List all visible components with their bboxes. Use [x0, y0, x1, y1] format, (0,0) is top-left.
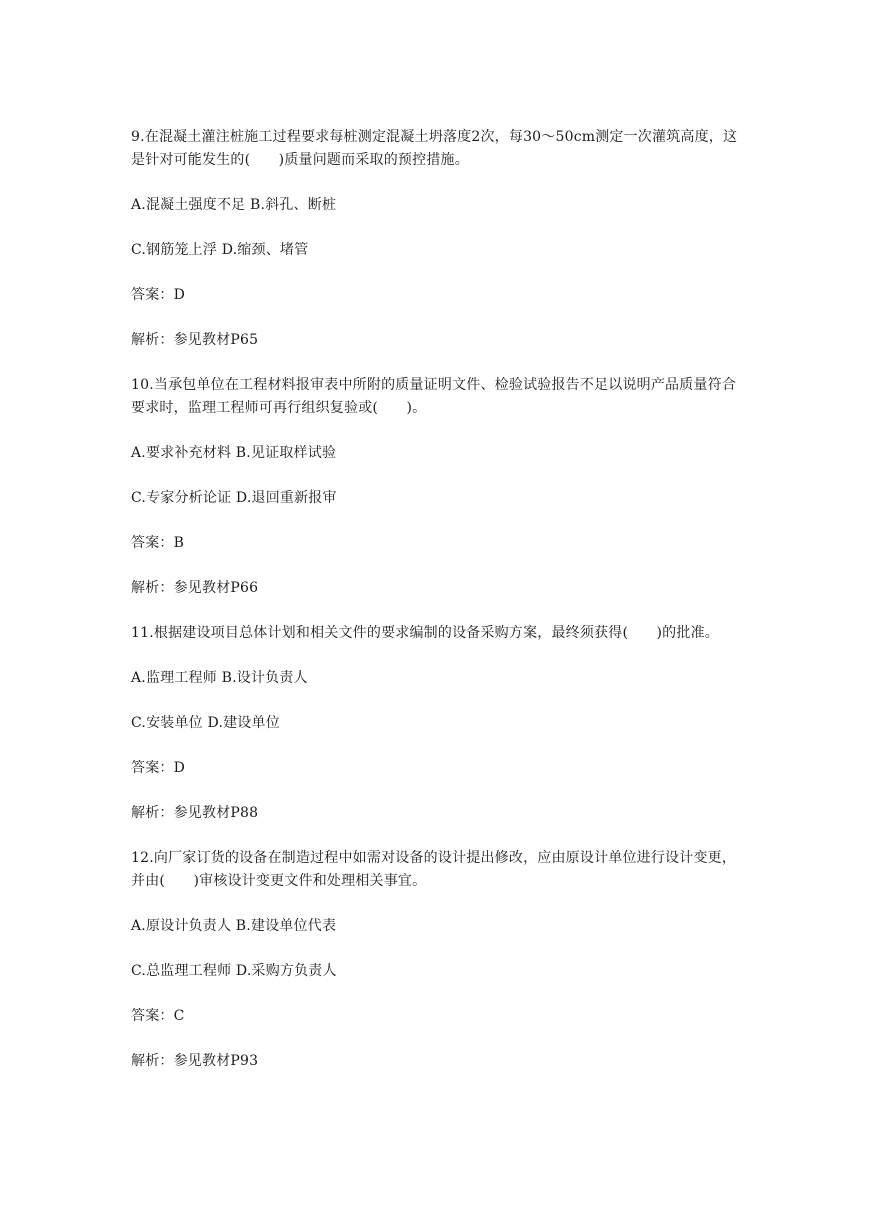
analysis-line: 解析：参见教材P66: [131, 580, 259, 596]
question-stem: 9.在混凝土灌注桩施工过程要求每桩测定混凝土坍落度2次，每30～50cm测定一次灌筑高度，这是针对可能发生的( )质量问题而采取的预控措施。: [131, 129, 738, 168]
answer-line: 答案：D: [131, 287, 186, 303]
options-line: C.专家分析论证 D.退回重新报审: [131, 490, 337, 506]
options-line: A.监理工程师 B.设计负责人: [131, 670, 308, 686]
options-line: C.钢筋笼上浮 D.缩颈、堵管: [131, 242, 309, 258]
analysis-line: 解析：参见教材P88: [131, 805, 259, 821]
question-stem: 11.根据建设项目总体计划和相关文件的要求编制的设备采购方案，最终须获得( )的批准。: [131, 625, 719, 641]
options-line: A.要求补充材料 B.见证取样试验: [131, 445, 337, 461]
answer-line: 答案：D: [131, 760, 186, 776]
question-stem: 12.向厂家订货的设备在制造过程中如需对设备的设计提出修改，应由原设计单位进行设计变更，并由( )审核设计变更文件和处理相关事宜。: [131, 850, 737, 889]
analysis-line: 解析：参见教材P65: [131, 332, 259, 348]
options-line: C.总监理工程师 D.采购方负责人: [131, 963, 337, 979]
options-line: A.原设计负责人 B.建设单位代表: [131, 918, 337, 934]
question-10: [131, 374, 743, 600]
answer-line: 答案：C: [131, 1008, 185, 1024]
question-list: [131, 126, 743, 1073]
question-stem: 10.当承包单位在工程材料报审表中所附的质量证明文件、检验试验报告不足以说明产品质量符合要求时，监理工程师可再行组织复验或( )。: [131, 377, 737, 416]
question-9: [131, 126, 743, 352]
question-12: [131, 847, 743, 1073]
answer-line: 答案：B: [131, 535, 185, 551]
options-line: A.混凝土强度不足 B.斜孔、断桩: [131, 197, 337, 213]
analysis-line: 解析：参见教材P93: [131, 1053, 259, 1069]
options-line: C.安装单位 D.建设单位: [131, 715, 280, 731]
question-11: [131, 622, 743, 825]
